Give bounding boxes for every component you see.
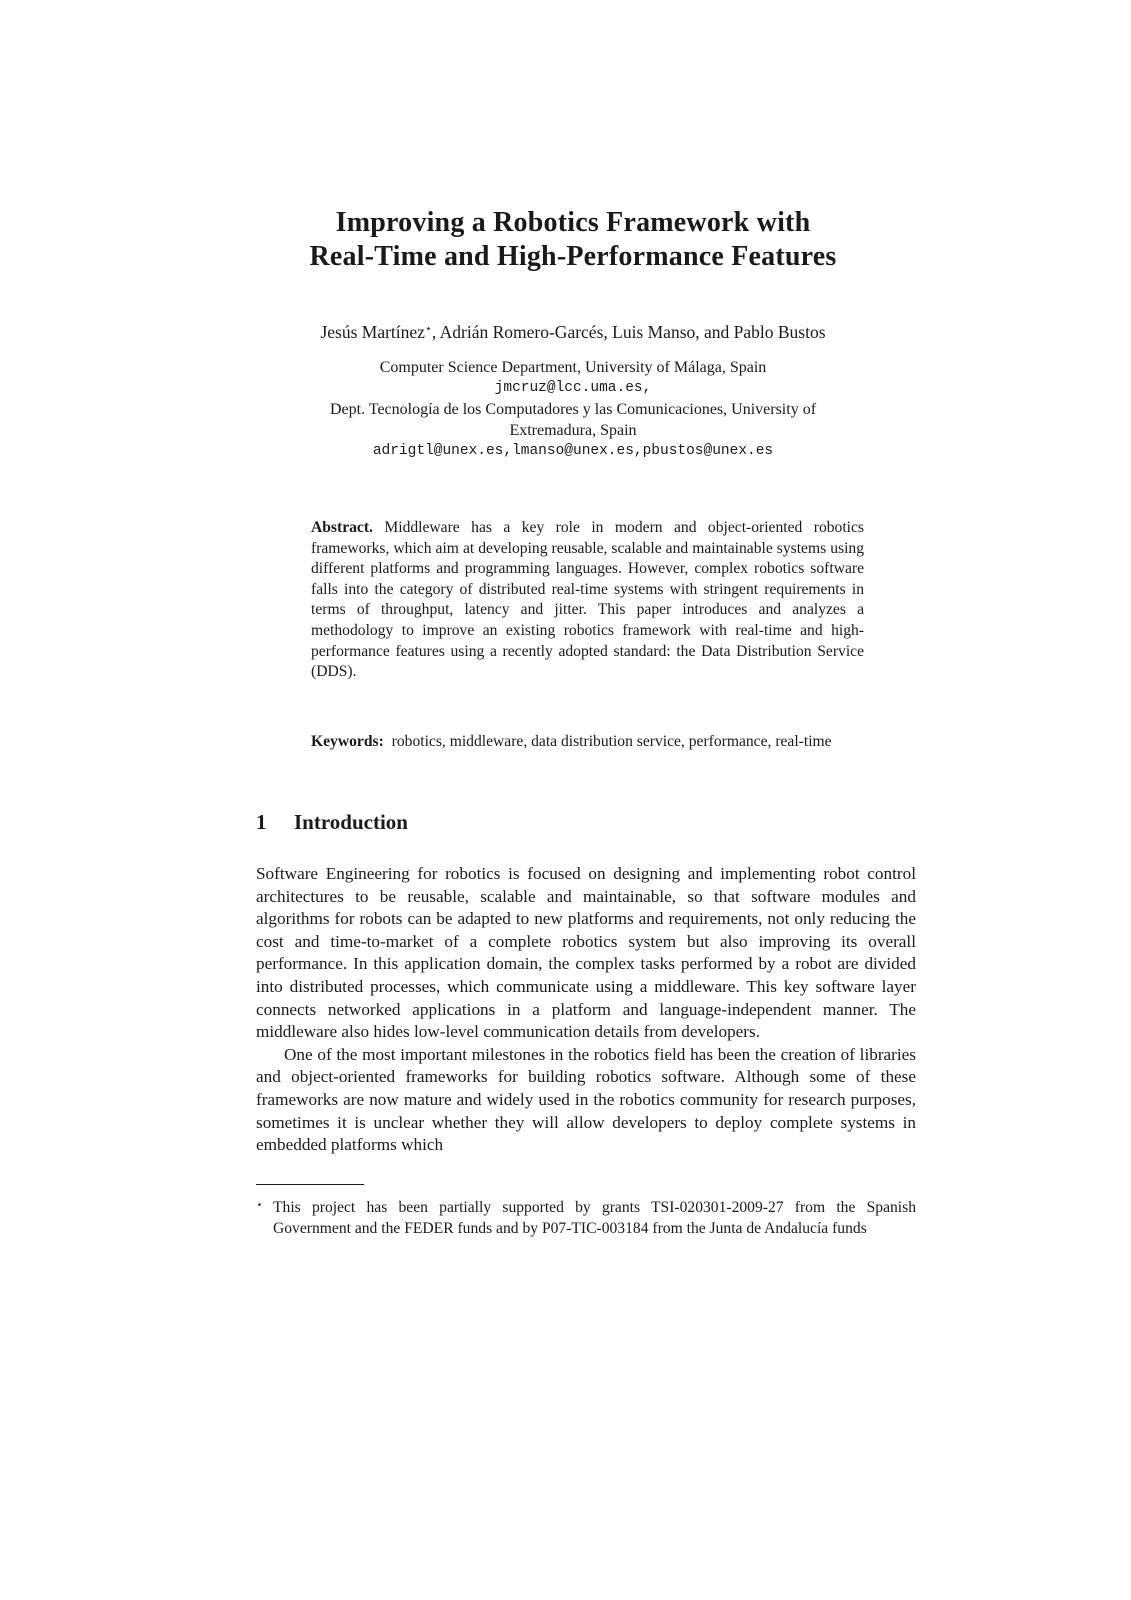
body-paragraph: One of the most important milestones in the robotics field has been the creation of libraries and object-oriented frameworks for building robotics software. Although some of these frameworks are now mature and widely used in the robotics community for research purposes, sometimes it is unclear whether they will allow developers to deploy complete systems in embedded platforms which (256, 1044, 916, 1155)
footnote (256, 1198, 916, 1239)
footnote-text: This project has been partially supported by grants TSI-020301-2009-27 from the Spanish Government and the FEDER funds and by P07-TIC-003184 from the Junta de Andalucía funds (273, 1199, 916, 1237)
keywords-text: robotics, middleware, data distribution service, performance, real-time (391, 733, 832, 750)
abstract-text: Middleware has a key role in modern and object-oriented robotics frameworks, which aim at developing reusable, scalable and maintainable systems using different platforms and programming languages. However, complex robotics software falls into the category of distributed real-time systems with stringent requirements in terms of throughput, latency and jitter. This paper introduces and analyzes a methodology to improve an existing robotics framework with real-time and high-performance features using a recently adopted standard: the Data Distribution Service (DDS). (311, 519, 864, 681)
abstract-label: Abstract. (311, 519, 373, 536)
affiliations (270, 357, 876, 462)
author-footnote-mark: ⋆ (424, 323, 432, 335)
affiliation-extremadura-line1: Dept. Tecnología de los Computadores y las Comunicaciones, University of (329, 401, 817, 418)
keywords-label: Keywords: (311, 733, 384, 750)
email-extremadura: adrigtl@unex.es,lmanso@unex.es,pbustos@unex.es (372, 443, 774, 459)
first-author: Jesús Martínez (320, 322, 425, 342)
footnote-divider (256, 1184, 364, 1185)
affiliation-extremadura-line2: Extremadura, Spain (509, 422, 637, 439)
body-paragraph: Software Engineering for robotics is focused on designing and implementing robot control architectures to be reusable, scalable and maintainable, so that software modules and algorithms for robots can be adapted to new platforms and requirements, not only reducing the cost and time-to-market of a complete robotics system but also improving its overall performance. In this application domain, the complex tasks performed by a robot are divided into distributed processes, which communicate using a middleware. This key software layer connects networked applications in a platform and language-independent manner. The middleware also hides low-level communication details from developers. (256, 864, 916, 1042)
section-number: 1 (256, 810, 267, 834)
paper-title (150, 206, 996, 274)
affiliation-malaga: Computer Science Department, University of Málaga, Spain (379, 359, 767, 376)
footnote-mark: ⋆ (256, 1199, 263, 1211)
abstract (311, 518, 864, 683)
keywords (311, 732, 871, 753)
author-list (150, 318, 996, 343)
section-title: Introduction (294, 810, 408, 834)
other-authors: , Adrián Romero-Garcés, Luis Manso, and Pablo Bustos (431, 322, 826, 342)
title-line-1: Improving a Robotics Framework with (335, 207, 811, 238)
section-body (256, 863, 916, 1157)
section-heading (256, 809, 408, 835)
email-malaga: jmcruz@lcc.uma.es, (494, 380, 652, 396)
title-line-2: Real-Time and High-Performance Features (309, 241, 837, 272)
